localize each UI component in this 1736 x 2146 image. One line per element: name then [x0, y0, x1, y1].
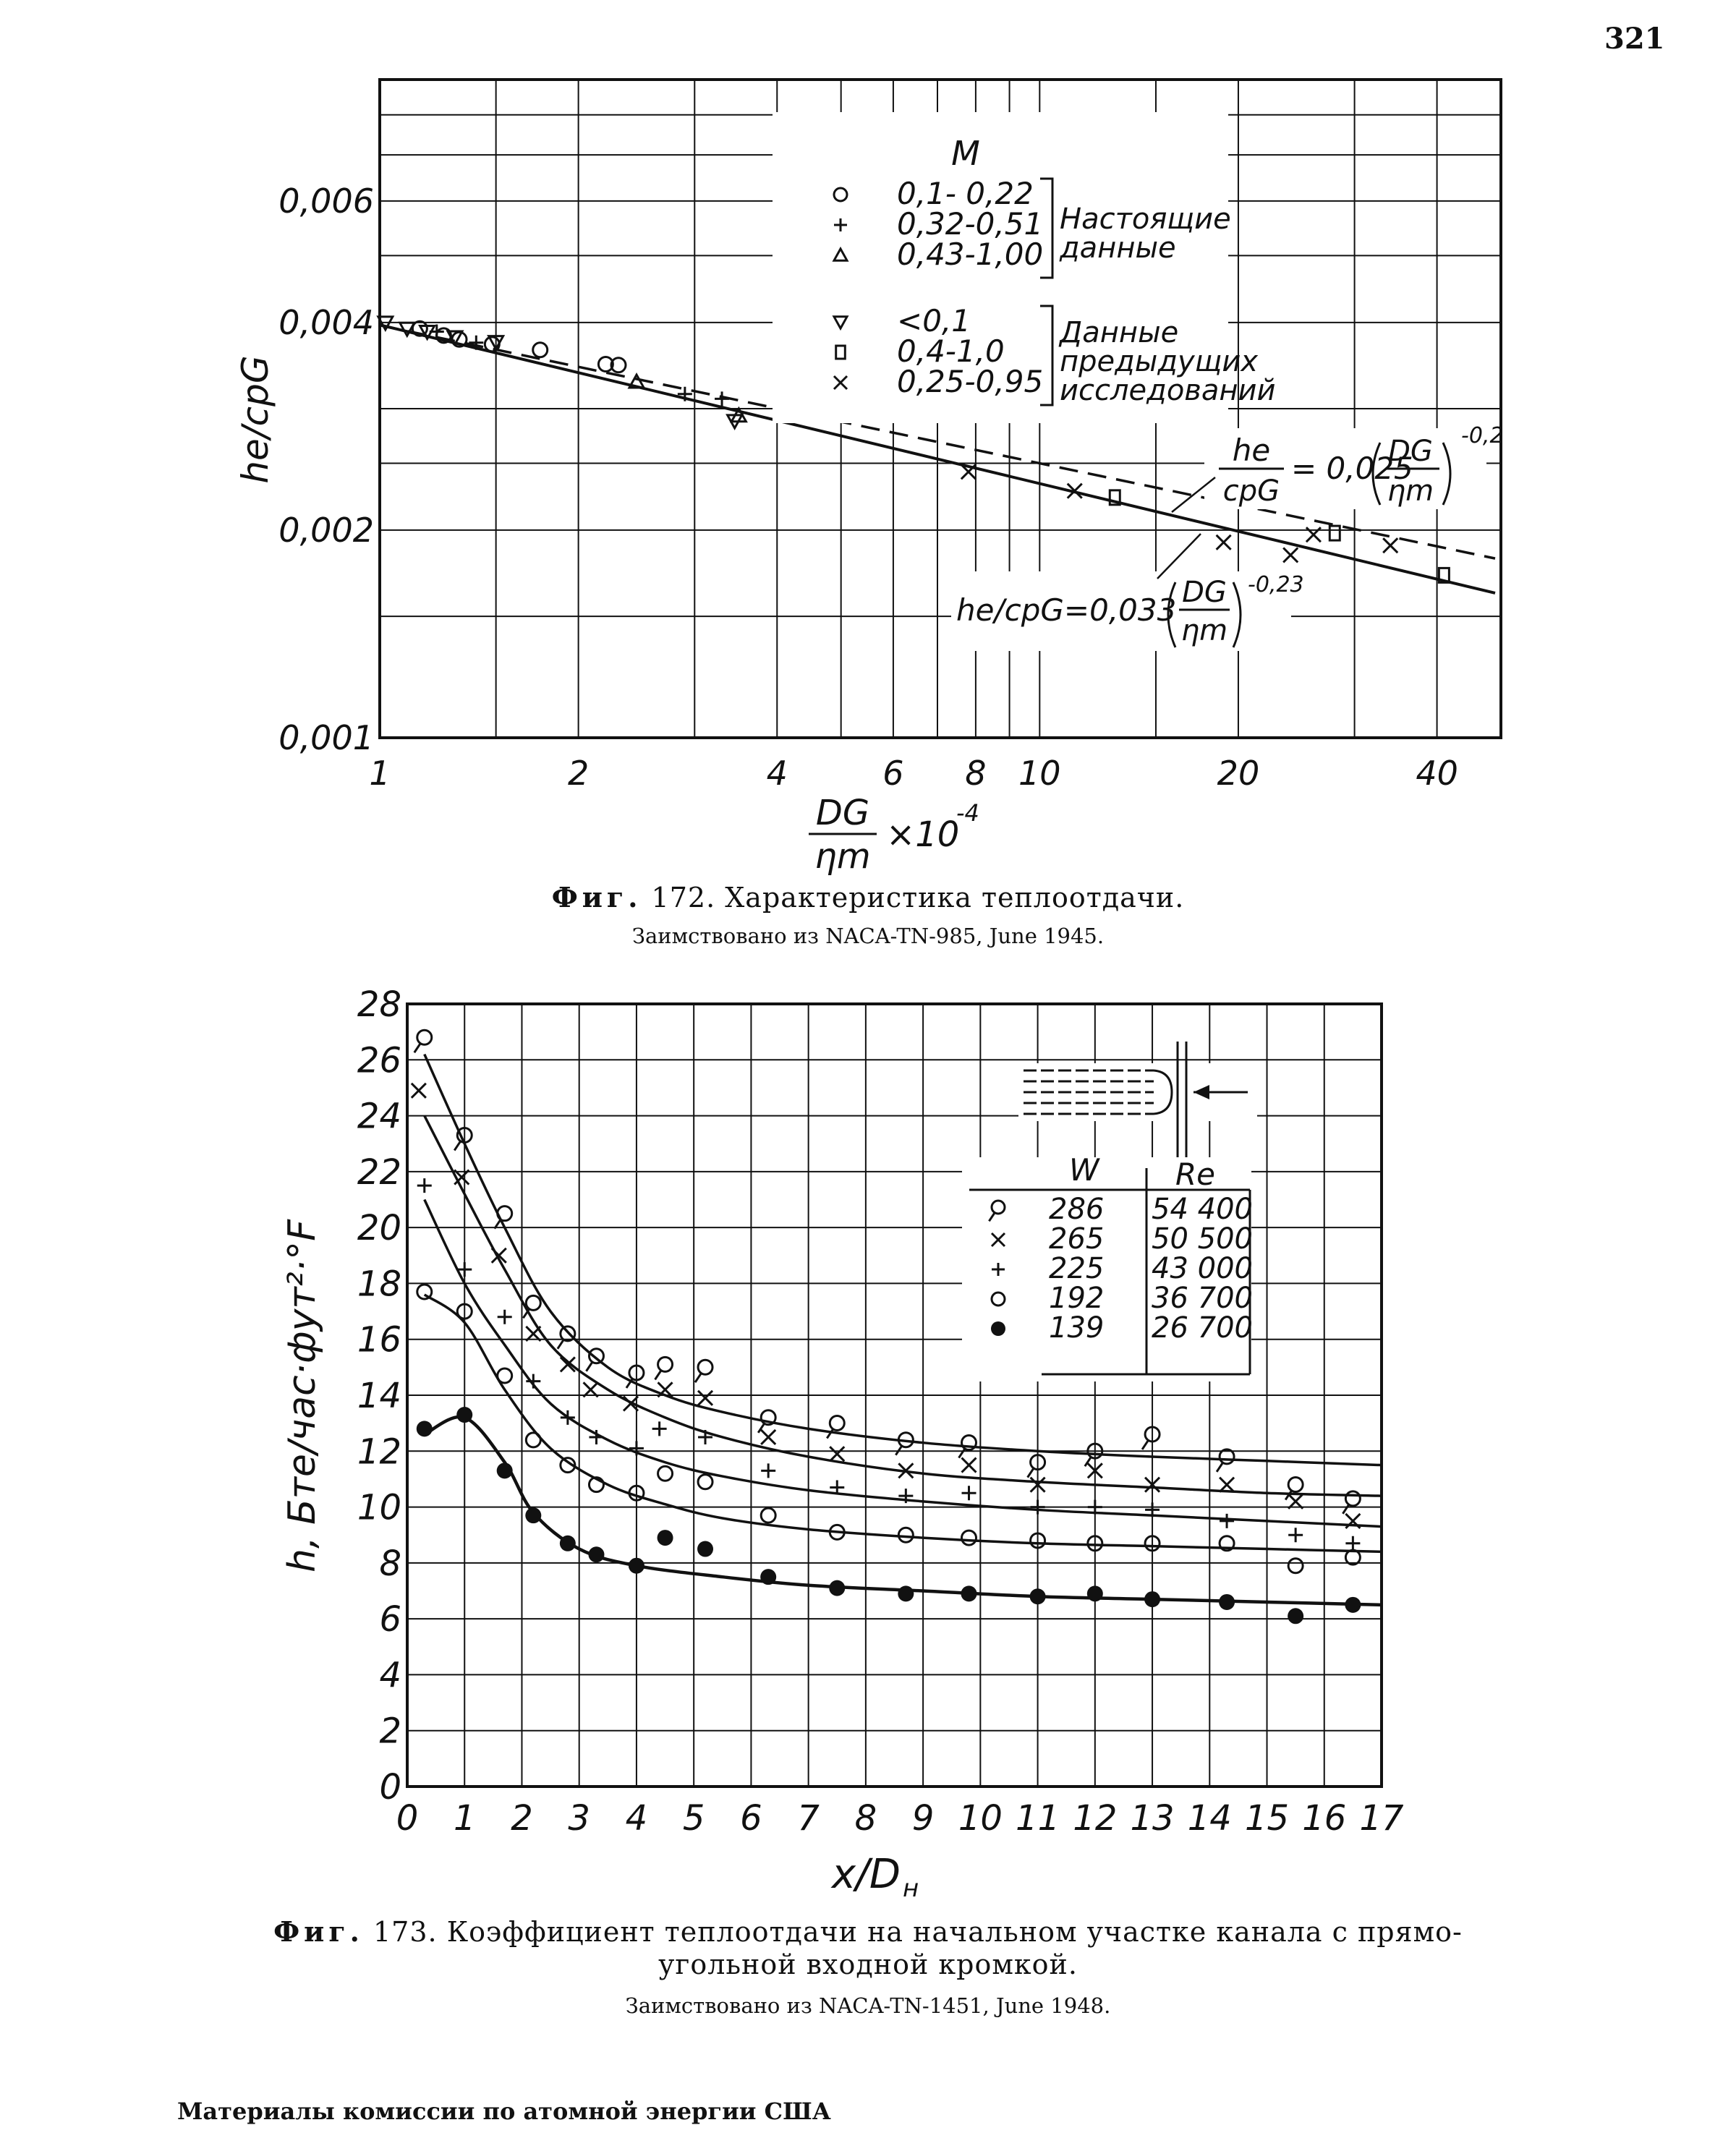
fig172-xtick-7: 40 — [1416, 754, 1458, 793]
fig173-xtick-1: 1 — [453, 1798, 476, 1839]
fig173-point-0-13-tail — [1028, 1469, 1034, 1478]
fig172-eq-dashed-num: DG — [1388, 435, 1433, 468]
fig173-xlabel-sub: н — [903, 1874, 919, 1902]
fig173-ytick-3: 6 — [379, 1599, 401, 1640]
figure-172-caption — [0, 881, 1736, 914]
fig172-caption-number: 172. — [651, 882, 716, 914]
fig173-ytick-14: 28 — [357, 984, 401, 1025]
fig173-point-1-8 — [698, 1391, 712, 1405]
fig173-point-3-2 — [498, 1368, 512, 1383]
fig173-xtick-3: 3 — [568, 1798, 590, 1839]
fig173-legend-w-1: 265 — [1049, 1222, 1105, 1256]
fig173-xtick-11: 11 — [1016, 1798, 1060, 1839]
fig173-point-3-7 — [658, 1466, 673, 1481]
fig173-point-4-8 — [697, 1541, 713, 1557]
fig172-eq-dashed — [1172, 423, 1504, 512]
fig173-xtick-2: 2 — [511, 1798, 533, 1839]
fig173-point-4-4 — [560, 1536, 576, 1551]
fig172-ytick-2: 0,004 — [278, 302, 374, 342]
fig173-legend-re-4: 26 700 — [1152, 1311, 1253, 1345]
fig173-ytick-8: 16 — [357, 1319, 401, 1361]
fig173-xtick-15: 15 — [1244, 1798, 1290, 1839]
fig172-xtick-4: 8 — [965, 754, 987, 793]
fig173-point-0-7-tail — [655, 1371, 661, 1379]
figure-172-source: Заимствовано из NACA-TN-985, June 1945. — [631, 924, 1105, 948]
fig172-eq-dashed-den: ηm — [1387, 474, 1434, 508]
fig172-legend-range-0-1: 0,32-0,51 — [897, 206, 1044, 242]
fig173-point-0-5-ring — [589, 1349, 603, 1363]
fig173-point-0-5-tail — [586, 1363, 592, 1371]
fig173-ytick-6: 12 — [357, 1431, 401, 1473]
fig173-xtick-13: 13 — [1130, 1798, 1175, 1839]
fig172-eq-solid — [951, 534, 1304, 651]
fig173-point-0-3-ring — [526, 1295, 540, 1310]
fig172-point-5-3 — [1283, 548, 1298, 562]
fig172-ytick-0: 0,001 — [278, 718, 374, 757]
fig172-legend — [773, 112, 1276, 423]
fig172-legend-group-0-line-1: данные — [1060, 231, 1176, 265]
page-footer: Материалы комиссии по атомной энергии США — [177, 2098, 831, 2125]
fig173-legend-re-0: 54 400 — [1152, 1193, 1253, 1226]
fig172-eq-solid-lhs: he/cpG=0,033 — [956, 592, 1177, 628]
fig173-legend-re-3: 36 700 — [1152, 1282, 1253, 1315]
fig172-ytick-1: 0,002 — [278, 510, 374, 550]
fig173-point-0-4-tail — [558, 1340, 563, 1349]
fig173-point-1-12 — [962, 1458, 977, 1473]
fig173-ylabel: h, Бте/час·фут²·°F — [281, 1219, 324, 1573]
fig173-point-0-8 — [695, 1360, 712, 1382]
fig173-legend-marker-4 — [991, 1321, 1005, 1336]
fig173-xtick-8: 8 — [854, 1798, 877, 1839]
fig173-point-2-18 — [1345, 1536, 1360, 1551]
fig173-point-0-8-ring — [698, 1360, 712, 1374]
fig173-curve-4 — [425, 1417, 1382, 1605]
fig173-point-1-9 — [761, 1430, 775, 1444]
fig173-point-4-17 — [1288, 1608, 1303, 1624]
fig172-xtick-3: 6 — [882, 754, 904, 793]
fig173-point-2-2 — [498, 1310, 512, 1324]
fig173-xtick-14: 14 — [1187, 1798, 1232, 1839]
fig172-ylabel: he/cpG — [234, 355, 276, 484]
fig172-eq-dashed-mid: = 0,025 — [1291, 451, 1413, 486]
fig172-legend-range-0-0: 0,1- 0,22 — [897, 176, 1034, 211]
fig173-point-0-7-ring — [658, 1357, 673, 1371]
fig173-legend-w-2: 225 — [1049, 1252, 1105, 1285]
fig173-point-2-7 — [652, 1421, 667, 1436]
fig173-point-4-0 — [417, 1421, 433, 1436]
fig173-xtick-17: 17 — [1359, 1798, 1404, 1839]
fig173-point-4-10 — [829, 1580, 845, 1596]
fig172-point-1-3 — [715, 391, 729, 406]
fig173-ytick-5: 10 — [357, 1487, 401, 1528]
fig173-point-4-1 — [456, 1407, 472, 1423]
fig173-ytick-9: 18 — [357, 1264, 401, 1305]
fig173-point-0-10-ring — [830, 1416, 844, 1431]
fig173-legend-re-2: 43 000 — [1152, 1252, 1253, 1285]
fig173-point-0-0 — [414, 1030, 432, 1052]
fig173-point-0-18-ring — [1345, 1491, 1360, 1506]
fig173-point-2-9 — [761, 1463, 775, 1478]
fig173-xtick-9: 9 — [911, 1798, 935, 1839]
figure-173-caption — [0, 1915, 1736, 1948]
figure-173-chart — [0, 969, 1736, 1902]
fig173-point-3-9 — [761, 1508, 775, 1523]
fig173-point-4-2 — [497, 1462, 513, 1478]
fig173-ytick-1: 2 — [379, 1711, 401, 1752]
fig173-ytick-2: 4 — [379, 1655, 401, 1696]
fig172-legend-range-1-2: 0,25-0,95 — [897, 364, 1044, 399]
fig173-point-0-13 — [1028, 1455, 1045, 1478]
fig172-xtick-5: 10 — [1018, 754, 1061, 793]
fig173-point-4-6 — [629, 1558, 644, 1574]
fig173-point-1-0 — [412, 1083, 426, 1098]
fig173-point-2-13 — [1031, 1500, 1045, 1515]
fig173-ytick-12: 24 — [357, 1096, 401, 1137]
fig173-point-3-11 — [898, 1528, 913, 1542]
fig173-point-2-16 — [1220, 1514, 1234, 1528]
fig172-point-4-1 — [1329, 526, 1340, 540]
fig173-point-4-16 — [1219, 1594, 1235, 1610]
fig173-point-0-15 — [1142, 1427, 1160, 1449]
fig173-point-2-8 — [698, 1430, 712, 1444]
fig172-xtick-2: 4 — [766, 754, 788, 793]
fig173-xtick-10: 10 — [958, 1798, 1003, 1839]
fig173-point-3-0 — [417, 1285, 432, 1299]
fig173-point-0-0-tail — [414, 1044, 420, 1052]
fig173-ytick-0: 0 — [379, 1767, 401, 1808]
fig173-point-2-0 — [417, 1178, 432, 1193]
fig172-legend-group-1-line-2: исследований — [1060, 374, 1276, 407]
fig173-legend-header-re: Re — [1175, 1157, 1216, 1192]
fig173-point-1-10 — [830, 1447, 844, 1461]
fig172-xlabel-den: ηm — [814, 836, 871, 877]
fig173-point-0-15-tail — [1142, 1441, 1148, 1449]
fig173-legend-w-3: 192 — [1049, 1282, 1105, 1315]
fig173-point-3-17 — [1288, 1559, 1303, 1573]
fig173-xtick-16: 16 — [1302, 1798, 1347, 1839]
fig173-point-3-8 — [698, 1475, 712, 1489]
fig173-point-0-0-ring — [417, 1030, 432, 1044]
fig173-ytick-4: 8 — [379, 1543, 401, 1584]
fig172-legend-group-1-line-0: Данные — [1060, 316, 1179, 349]
fig173-xtick-0: 0 — [396, 1798, 419, 1839]
fig173-legend — [962, 1152, 1253, 1381]
fig172-caption-text: Характеристика теплоотдачи. — [725, 882, 1185, 914]
fig173-point-2-17 — [1288, 1528, 1303, 1542]
fig173-legend-w-0: 286 — [1049, 1193, 1105, 1226]
fig172-eq-dashed-lhs-num: he — [1232, 433, 1271, 468]
fig172-caption-prefix: Фиг. — [551, 881, 642, 914]
fig172-point-0-4 — [533, 343, 548, 357]
fig172-ytick-3: 0,006 — [278, 181, 374, 221]
fig173-legend-header-w: W — [1069, 1152, 1099, 1188]
fig173-caption-line1: Коэффициент теплоотдачи на начальном участке канала с прямо- — [446, 1916, 1463, 1948]
fig172-xtick-1: 2 — [567, 754, 590, 793]
fig172-xlabel-suffix: ×10 — [886, 814, 960, 855]
fig173-point-0-2-ring — [498, 1206, 512, 1221]
fig173-point-4-13 — [1030, 1588, 1046, 1604]
fig173-point-0-7 — [655, 1357, 673, 1379]
fig173-ytick-13: 26 — [357, 1040, 401, 1081]
fig173-point-1-16 — [1220, 1478, 1234, 1492]
fig173-ytick-11: 22 — [357, 1151, 401, 1193]
fig172-eq-solid-num: DG — [1182, 576, 1227, 609]
fig172-legend-group-0-line-0: Настоящие — [1060, 203, 1231, 236]
fig173-xlabel-main: x/D — [831, 1851, 901, 1898]
fig172-legend-group-1-line-1: предыдущих — [1060, 345, 1259, 378]
fig173-ytick-7: 14 — [357, 1376, 401, 1416]
fig172-xlabel-num: DG — [815, 793, 870, 833]
fig173-point-4-7 — [658, 1530, 673, 1546]
fig172-point-5-2 — [1217, 535, 1231, 550]
fig173-point-0-1-tail — [454, 1141, 460, 1150]
figure-173-caption-line2: угольной входной кромкой. — [658, 1949, 1078, 1980]
fig172-eq-solid-exp: -0,23 — [1248, 572, 1304, 597]
fig173-point-0-17-ring — [1288, 1478, 1303, 1492]
fig172-eq-solid-den: ηm — [1180, 614, 1228, 647]
fig172-xlabel-exp: -4 — [956, 799, 979, 827]
fig173-point-0-8-tail — [695, 1374, 701, 1382]
fig173-point-0-16-tail — [1217, 1463, 1222, 1472]
fig173-legend-w-4: 139 — [1049, 1311, 1105, 1345]
fig173-xtick-4: 4 — [625, 1798, 648, 1839]
figure-173-source: Заимствовано из NACA-TN-1451, June 1948. — [625, 1993, 1111, 2018]
fig173-xtick-5: 5 — [682, 1798, 705, 1839]
fig172-legend-range-0-2: 0,43-1,00 — [897, 237, 1044, 272]
fig173-point-4-11 — [898, 1585, 914, 1601]
fig173-caption-number: 173. — [373, 1916, 438, 1948]
fig173-legend-re-1: 50 500 — [1152, 1222, 1253, 1256]
page-number: 321 — [1604, 22, 1665, 56]
fig173-xtick-12: 12 — [1073, 1798, 1118, 1839]
fig172-eq-dashed-lhs-den: cpG — [1222, 474, 1280, 508]
fig173-caption-prefix: Фиг. — [273, 1915, 364, 1948]
fig173-ytick-10: 20 — [357, 1208, 401, 1249]
fig172-eq-dashed-exp: -0,2 — [1461, 423, 1504, 448]
fig173-point-4-15 — [1144, 1591, 1160, 1607]
fig172-legend-range-1-0: <0,1 — [897, 303, 971, 338]
fig172-xtick-0: 1 — [369, 754, 391, 793]
fig173-xtick-7: 7 — [797, 1798, 820, 1839]
figure-172-chart — [0, 0, 1736, 911]
fig172-legend-range-1-1: 0,4-1,0 — [897, 333, 1005, 369]
fig173-point-4-9 — [760, 1569, 776, 1585]
fig172-point-5-5 — [1383, 538, 1397, 553]
fig173-point-4-5 — [588, 1546, 604, 1562]
fig173-point-4-18 — [1345, 1597, 1361, 1613]
fig173-point-4-14 — [1087, 1585, 1103, 1601]
fig173-point-3-3 — [526, 1433, 540, 1447]
fig173-xtick-6: 6 — [740, 1798, 762, 1839]
fig173-point-0-10 — [827, 1416, 844, 1439]
fig172-xtick-6: 20 — [1217, 754, 1260, 793]
fig173-point-4-12 — [961, 1585, 977, 1601]
fig173-point-3-12 — [962, 1530, 977, 1545]
fig173-grid — [407, 1004, 1382, 1787]
fig173-point-4-3 — [525, 1507, 541, 1523]
fig172-legend-title: M — [951, 134, 980, 173]
fig173-point-2-12 — [962, 1486, 977, 1500]
